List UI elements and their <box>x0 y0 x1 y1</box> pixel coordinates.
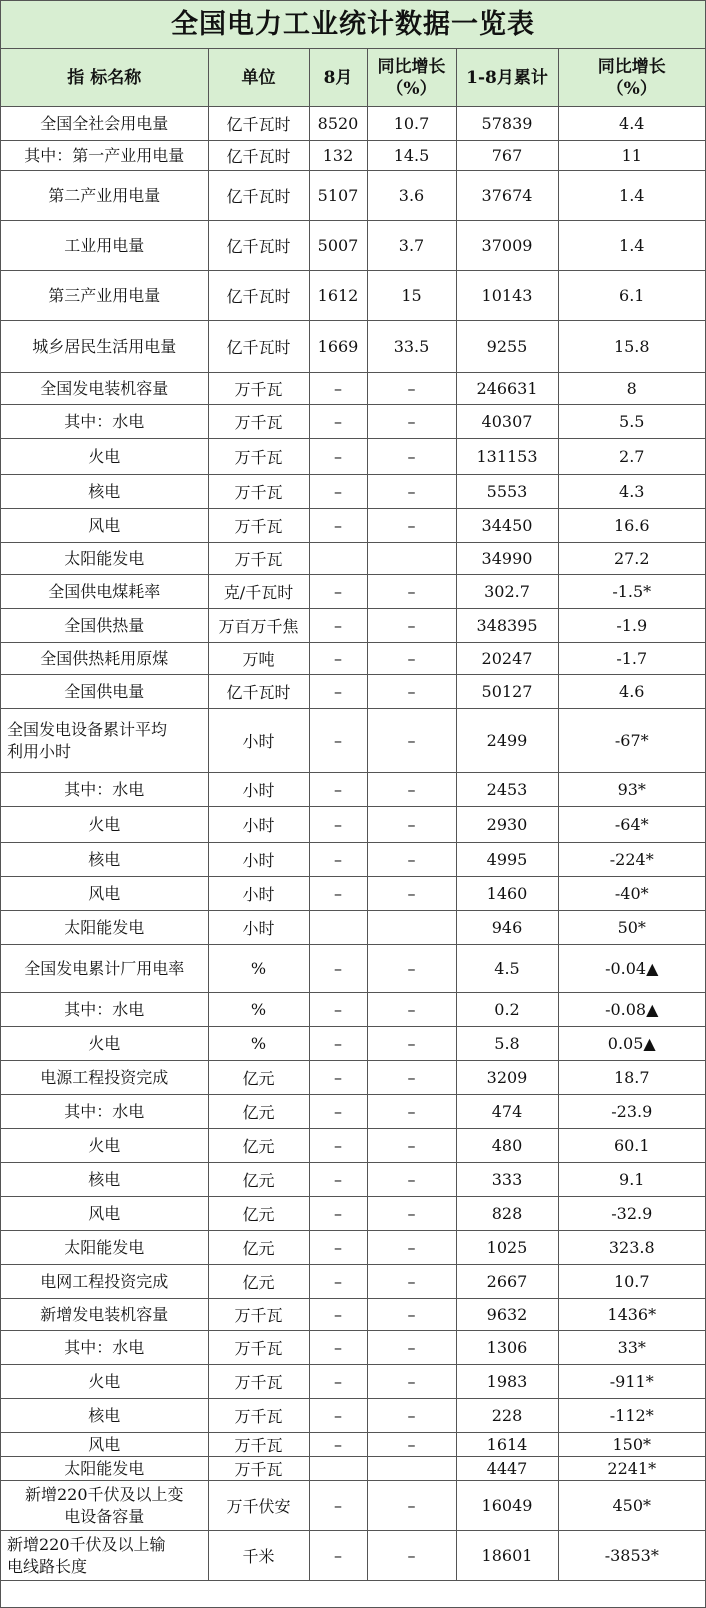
cell-august-value: – <box>309 643 367 675</box>
cell-indicator-name: 第二产业用电量 <box>1 171 208 221</box>
header-yoy-cumulative: 同比增长 （%） <box>558 49 705 107</box>
cell-august-yoy: – <box>367 945 456 993</box>
cell-cumulative-yoy: -0.04▲ <box>558 945 705 993</box>
cell-unit: 万千瓦 <box>208 405 309 439</box>
cell-cumulative-yoy: -1.5* <box>558 575 705 609</box>
cell-august-value: – <box>309 1481 367 1531</box>
cell-cumulative-value: 1460 <box>456 877 558 911</box>
cell-august-yoy: – <box>367 807 456 843</box>
cell-cumulative-value: 3209 <box>456 1061 558 1095</box>
cell-august-yoy: – <box>367 509 456 543</box>
cell-cumulative-value: 2667 <box>456 1265 558 1299</box>
cell-august-yoy: – <box>367 773 456 807</box>
cell-cumulative-value: 828 <box>456 1197 558 1231</box>
cell-indicator-name: 全国全社会用电量 <box>1 107 208 141</box>
cell-cumulative-value: 40307 <box>456 405 558 439</box>
cell-indicator-name: 风电 <box>1 509 208 543</box>
cell-august-yoy: 14.5 <box>367 141 456 171</box>
cell-august-value: – <box>309 1163 367 1197</box>
cell-august-value: 5007 <box>309 221 367 271</box>
header-unit: 单位 <box>208 49 309 107</box>
cell-cumulative-yoy: 93* <box>558 773 705 807</box>
cell-august-yoy: – <box>367 1433 456 1457</box>
table-row <box>1 439 705 475</box>
cell-august-yoy: 10.7 <box>367 107 456 141</box>
table-row <box>1 141 705 171</box>
cell-unit: 亿元 <box>208 1163 309 1197</box>
cell-cumulative-yoy: 1.4 <box>558 171 705 221</box>
cell-august-value: – <box>309 675 367 709</box>
cell-unit: 万千伏安 <box>208 1481 309 1531</box>
cell-august-value: – <box>309 509 367 543</box>
cell-indicator-name: 风电 <box>1 877 208 911</box>
cell-august-value: – <box>309 1231 367 1265</box>
cell-unit: 千米 <box>208 1531 309 1581</box>
cell-cumulative-value: 348395 <box>456 609 558 643</box>
cell-unit: 小时 <box>208 843 309 877</box>
cell-indicator-name: 电源工程投资完成 <box>1 1061 208 1095</box>
cell-august-yoy: – <box>367 709 456 773</box>
cell-cumulative-value: 0.2 <box>456 993 558 1027</box>
cell-cumulative-value: 16049 <box>456 1481 558 1531</box>
table-row <box>1 1197 705 1231</box>
cell-indicator-name: 核电 <box>1 1399 208 1433</box>
cell-cumulative-yoy: 450* <box>558 1481 705 1531</box>
cell-cumulative-yoy: 4.4 <box>558 107 705 141</box>
table-row <box>1 271 705 321</box>
cell-cumulative-value: 946 <box>456 911 558 945</box>
cell-indicator-name: 新增220千伏及以上输 电线路长度 <box>1 1531 208 1581</box>
cell-august-value: – <box>309 1331 367 1365</box>
cell-august-yoy: – <box>367 575 456 609</box>
cell-unit: 亿元 <box>208 1265 309 1299</box>
table-row <box>1 1457 705 1481</box>
cell-cumulative-yoy: 1.4 <box>558 221 705 271</box>
table-row <box>1 405 705 439</box>
cell-cumulative-yoy: -224* <box>558 843 705 877</box>
cell-august-yoy: – <box>367 1027 456 1061</box>
cell-august-yoy: – <box>367 1531 456 1581</box>
table-row <box>1 1365 705 1399</box>
table-row <box>1 171 705 221</box>
cell-august-value: – <box>309 475 367 509</box>
cell-unit: 万千瓦 <box>208 1331 309 1365</box>
table-row <box>1 107 705 141</box>
cell-august-value: – <box>309 1265 367 1299</box>
cell-cumulative-value: 4.5 <box>456 945 558 993</box>
cell-cumulative-yoy: 2241* <box>558 1457 705 1481</box>
cell-august-value: 5107 <box>309 171 367 221</box>
cell-august-yoy: – <box>367 1331 456 1365</box>
cell-august-value <box>309 1457 367 1481</box>
cell-cumulative-value: 4447 <box>456 1457 558 1481</box>
cell-cumulative-value: 37674 <box>456 171 558 221</box>
table-row <box>1 321 705 373</box>
cell-august-yoy: – <box>367 1399 456 1433</box>
cell-cumulative-yoy: 16.6 <box>558 509 705 543</box>
cell-cumulative-value: 9632 <box>456 1299 558 1331</box>
cell-august-value: – <box>309 1061 367 1095</box>
cell-unit: 万千瓦 <box>208 1299 309 1331</box>
cell-unit: 亿千瓦时 <box>208 141 309 171</box>
cell-cumulative-yoy: 60.1 <box>558 1129 705 1163</box>
cell-indicator-name: 其中：水电 <box>1 405 208 439</box>
cell-indicator-name: 其中：水电 <box>1 993 208 1027</box>
table-row <box>1 1061 705 1095</box>
table-row <box>1 993 705 1027</box>
cell-indicator-name: 电网工程投资完成 <box>1 1265 208 1299</box>
table-row <box>1 1231 705 1265</box>
table-row <box>1 1481 705 1531</box>
cell-cumulative-value: 131153 <box>456 439 558 475</box>
table-row <box>1 1265 705 1299</box>
table-body <box>1 49 705 1581</box>
cell-indicator-name: 第三产业用电量 <box>1 271 208 321</box>
cell-indicator-name: 工业用电量 <box>1 221 208 271</box>
cell-august-value: – <box>309 1399 367 1433</box>
cell-indicator-name: 其中：水电 <box>1 1331 208 1365</box>
cell-unit: 万千瓦 <box>208 1433 309 1457</box>
table-row <box>1 1129 705 1163</box>
cell-cumulative-yoy: -23.9 <box>558 1095 705 1129</box>
cell-cumulative-value: 5.8 <box>456 1027 558 1061</box>
cell-cumulative-value: 2453 <box>456 773 558 807</box>
cell-indicator-name: 其中：水电 <box>1 773 208 807</box>
cell-cumulative-yoy: 33* <box>558 1331 705 1365</box>
cell-unit: 亿千瓦时 <box>208 675 309 709</box>
cell-cumulative-yoy: -1.7 <box>558 643 705 675</box>
cell-cumulative-value: 50127 <box>456 675 558 709</box>
table-row <box>1 543 705 575</box>
cell-cumulative-value: 302.7 <box>456 575 558 609</box>
cell-indicator-name: 全国供热耗用原煤 <box>1 643 208 675</box>
cell-august-value: – <box>309 773 367 807</box>
cell-cumulative-yoy: -67* <box>558 709 705 773</box>
cell-august-yoy: 33.5 <box>367 321 456 373</box>
table-row <box>1 1331 705 1365</box>
cell-cumulative-value: 767 <box>456 141 558 171</box>
cell-indicator-name: 核电 <box>1 843 208 877</box>
cell-indicator-name: 太阳能发电 <box>1 1231 208 1265</box>
cell-unit: 亿元 <box>208 1197 309 1231</box>
cell-cumulative-yoy: -32.9 <box>558 1197 705 1231</box>
cell-cumulative-yoy: 1436* <box>558 1299 705 1331</box>
cell-cumulative-value: 5553 <box>456 475 558 509</box>
table-row <box>1 643 705 675</box>
cell-cumulative-yoy: 11 <box>558 141 705 171</box>
cell-cumulative-yoy: 0.05▲ <box>558 1027 705 1061</box>
cell-cumulative-yoy: 15.8 <box>558 321 705 373</box>
table-row <box>1 773 705 807</box>
cell-august-value: – <box>309 575 367 609</box>
cell-august-yoy: – <box>367 1481 456 1531</box>
cell-august-yoy: – <box>367 993 456 1027</box>
cell-cumulative-yoy: 50* <box>558 911 705 945</box>
table-row <box>1 609 705 643</box>
cell-indicator-name: 火电 <box>1 439 208 475</box>
header-row <box>1 49 705 107</box>
cell-indicator-name: 新增发电装机容量 <box>1 1299 208 1331</box>
cell-indicator-name: 太阳能发电 <box>1 1457 208 1481</box>
cell-august-yoy: – <box>367 373 456 405</box>
cell-august-value: – <box>309 993 367 1027</box>
header-cumulative: 1-8月累计 <box>456 49 558 107</box>
cell-indicator-name: 全国供电量 <box>1 675 208 709</box>
cell-cumulative-yoy: -1.9 <box>558 609 705 643</box>
table-row <box>1 1163 705 1197</box>
cell-cumulative-value: 20247 <box>456 643 558 675</box>
cell-unit: 万百万千焦 <box>208 609 309 643</box>
cell-august-yoy: – <box>367 843 456 877</box>
cell-cumulative-value: 57839 <box>456 107 558 141</box>
cell-indicator-name: 全国发电累计厂用电率 <box>1 945 208 993</box>
table-row <box>1 1531 705 1581</box>
table-row <box>1 1027 705 1061</box>
cell-unit: 万千瓦 <box>208 475 309 509</box>
table-row <box>1 1095 705 1129</box>
cell-cumulative-value: 2930 <box>456 807 558 843</box>
cell-august-yoy: – <box>367 1061 456 1095</box>
cell-august-yoy: – <box>367 1365 456 1399</box>
table-title: 全国电力工业统计数据一览表 <box>1 1 705 49</box>
table-row <box>1 373 705 405</box>
cell-unit: 亿元 <box>208 1231 309 1265</box>
cell-unit: 亿千瓦时 <box>208 271 309 321</box>
table-row <box>1 911 705 945</box>
cell-august-yoy: – <box>367 1299 456 1331</box>
table-row <box>1 1299 705 1331</box>
cell-unit: 小时 <box>208 911 309 945</box>
cell-august-yoy: – <box>367 643 456 675</box>
table-row <box>1 843 705 877</box>
cell-indicator-name: 火电 <box>1 1027 208 1061</box>
cell-cumulative-value: 1983 <box>456 1365 558 1399</box>
cell-cumulative-value: 246631 <box>456 373 558 405</box>
cell-unit: 亿千瓦时 <box>208 321 309 373</box>
cell-august-value: – <box>309 1531 367 1581</box>
cell-indicator-name: 全国发电装机容量 <box>1 373 208 405</box>
cell-august-value <box>309 911 367 945</box>
cell-august-value: – <box>309 945 367 993</box>
cell-august-value: – <box>309 1433 367 1457</box>
cell-cumulative-value: 9255 <box>456 321 558 373</box>
cell-august-yoy: – <box>367 439 456 475</box>
cell-unit: 万千瓦 <box>208 543 309 575</box>
cell-unit: 小时 <box>208 709 309 773</box>
table-row <box>1 877 705 911</box>
cell-august-yoy: – <box>367 1231 456 1265</box>
cell-august-value: – <box>309 1299 367 1331</box>
cell-indicator-name: 火电 <box>1 1365 208 1399</box>
table-row <box>1 221 705 271</box>
cell-august-value: – <box>309 1027 367 1061</box>
cell-august-yoy: – <box>367 1095 456 1129</box>
cell-august-yoy: 3.6 <box>367 171 456 221</box>
cell-august-value: – <box>309 609 367 643</box>
cell-august-value <box>309 543 367 575</box>
cell-august-value: – <box>309 709 367 773</box>
cell-cumulative-yoy: 10.7 <box>558 1265 705 1299</box>
cell-indicator-name: 核电 <box>1 475 208 509</box>
cell-unit: 克/千瓦时 <box>208 575 309 609</box>
cell-unit: 亿千瓦时 <box>208 107 309 141</box>
cell-cumulative-value: 34990 <box>456 543 558 575</box>
cell-august-value: – <box>309 1129 367 1163</box>
cell-august-value: – <box>309 439 367 475</box>
table-row <box>1 675 705 709</box>
table-row <box>1 575 705 609</box>
statistics-table <box>1 49 705 1581</box>
cell-august-value: – <box>309 807 367 843</box>
cell-unit: 亿元 <box>208 1061 309 1095</box>
cell-indicator-name: 其中：水电 <box>1 1095 208 1129</box>
cell-august-value: – <box>309 1095 367 1129</box>
cell-august-value: – <box>309 1365 367 1399</box>
cell-cumulative-yoy: 8 <box>558 373 705 405</box>
cell-august-yoy: – <box>367 1197 456 1231</box>
cell-august-yoy <box>367 543 456 575</box>
cell-indicator-name: 太阳能发电 <box>1 911 208 945</box>
cell-unit: 亿元 <box>208 1129 309 1163</box>
cell-august-yoy: – <box>367 475 456 509</box>
cell-august-value: 1612 <box>309 271 367 321</box>
cell-cumulative-yoy: -911* <box>558 1365 705 1399</box>
cell-august-yoy <box>367 911 456 945</box>
cell-cumulative-value: 1306 <box>456 1331 558 1365</box>
cell-cumulative-value: 474 <box>456 1095 558 1129</box>
cell-cumulative-yoy: -64* <box>558 807 705 843</box>
cell-cumulative-yoy: 4.6 <box>558 675 705 709</box>
cell-august-value: – <box>309 373 367 405</box>
cell-cumulative-value: 228 <box>456 1399 558 1433</box>
cell-cumulative-value: 34450 <box>456 509 558 543</box>
cell-cumulative-yoy: 323.8 <box>558 1231 705 1265</box>
cell-indicator-name: 新增220千伏及以上变 电设备容量 <box>1 1481 208 1531</box>
cell-indicator-name: 全国供热量 <box>1 609 208 643</box>
cell-unit: 万千瓦 <box>208 1399 309 1433</box>
cell-cumulative-value: 1614 <box>456 1433 558 1457</box>
cell-august-value: 1669 <box>309 321 367 373</box>
cell-august-value: – <box>309 1197 367 1231</box>
cell-unit: 小时 <box>208 807 309 843</box>
cell-indicator-name: 城乡居民生活用电量 <box>1 321 208 373</box>
cell-unit: 万千瓦 <box>208 1457 309 1481</box>
cell-indicator-name: 风电 <box>1 1433 208 1457</box>
cell-august-yoy: – <box>367 405 456 439</box>
cell-unit: 小时 <box>208 773 309 807</box>
header-indicator: 指 标名称 <box>1 49 208 107</box>
table-row <box>1 945 705 993</box>
cell-cumulative-value: 4995 <box>456 843 558 877</box>
cell-indicator-name: 火电 <box>1 807 208 843</box>
cell-unit: 亿千瓦时 <box>208 221 309 271</box>
cell-cumulative-value: 480 <box>456 1129 558 1163</box>
header-august: 8月 <box>309 49 367 107</box>
table-row <box>1 1399 705 1433</box>
cell-cumulative-yoy: 18.7 <box>558 1061 705 1095</box>
cell-cumulative-value: 37009 <box>456 221 558 271</box>
cell-unit: 万千瓦 <box>208 1365 309 1399</box>
cell-august-value: – <box>309 843 367 877</box>
cell-unit: 万千瓦 <box>208 509 309 543</box>
cell-cumulative-value: 10143 <box>456 271 558 321</box>
cell-unit: 万千瓦 <box>208 373 309 405</box>
cell-indicator-name: 全国供电煤耗率 <box>1 575 208 609</box>
cell-indicator-name: 其中：第一产业用电量 <box>1 141 208 171</box>
cell-unit: 小时 <box>208 877 309 911</box>
cell-indicator-name: 核电 <box>1 1163 208 1197</box>
cell-cumulative-yoy: 27.2 <box>558 543 705 575</box>
cell-cumulative-yoy: -112* <box>558 1399 705 1433</box>
table-row <box>1 1433 705 1457</box>
cell-august-yoy: – <box>367 609 456 643</box>
cell-unit: 万千瓦 <box>208 439 309 475</box>
cell-august-yoy: – <box>367 675 456 709</box>
cell-indicator-name: 风电 <box>1 1197 208 1231</box>
table-row <box>1 709 705 773</box>
cell-august-yoy: 15 <box>367 271 456 321</box>
cell-cumulative-yoy: 9.1 <box>558 1163 705 1197</box>
cell-cumulative-yoy: 6.1 <box>558 271 705 321</box>
cell-august-value: 132 <box>309 141 367 171</box>
table-row <box>1 509 705 543</box>
cell-august-yoy: – <box>367 1163 456 1197</box>
cell-cumulative-value: 1025 <box>456 1231 558 1265</box>
cell-indicator-name: 火电 <box>1 1129 208 1163</box>
cell-cumulative-yoy: 4.3 <box>558 475 705 509</box>
cell-cumulative-yoy: -40* <box>558 877 705 911</box>
cell-august-yoy: – <box>367 1129 456 1163</box>
cell-august-yoy: – <box>367 1265 456 1299</box>
cell-cumulative-value: 2499 <box>456 709 558 773</box>
cell-cumulative-yoy: 5.5 <box>558 405 705 439</box>
cell-cumulative-value: 18601 <box>456 1531 558 1581</box>
cell-unit: % <box>208 945 309 993</box>
cell-cumulative-yoy: 150* <box>558 1433 705 1457</box>
header-yoy-august: 同比增长 （%） <box>367 49 456 107</box>
table-row <box>1 807 705 843</box>
cell-unit: % <box>208 993 309 1027</box>
cell-cumulative-value: 333 <box>456 1163 558 1197</box>
cell-unit: % <box>208 1027 309 1061</box>
cell-unit: 万吨 <box>208 643 309 675</box>
cell-indicator-name: 太阳能发电 <box>1 543 208 575</box>
cell-indicator-name: 全国发电设备累计平均 利用小时 <box>1 709 208 773</box>
cell-august-value: – <box>309 405 367 439</box>
cell-august-yoy: – <box>367 877 456 911</box>
cell-cumulative-yoy: -3853* <box>558 1531 705 1581</box>
cell-unit: 亿元 <box>208 1095 309 1129</box>
cell-cumulative-yoy: 2.7 <box>558 439 705 475</box>
cell-cumulative-yoy: -0.08▲ <box>558 993 705 1027</box>
table-row <box>1 475 705 509</box>
cell-august-value: 8520 <box>309 107 367 141</box>
cell-august-yoy: 3.7 <box>367 221 456 271</box>
cell-august-yoy <box>367 1457 456 1481</box>
cell-august-value: – <box>309 877 367 911</box>
cell-unit: 亿千瓦时 <box>208 171 309 221</box>
